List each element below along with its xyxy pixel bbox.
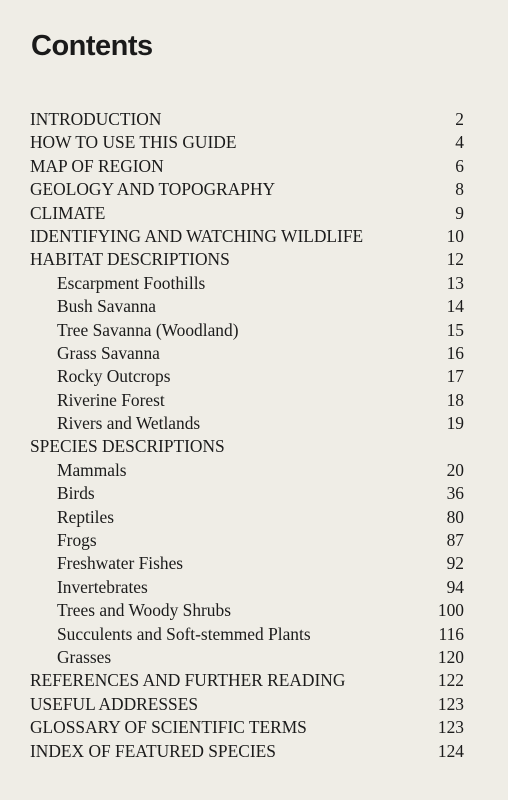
toc-page-number: 100: [437, 600, 464, 621]
toc-entry-title: CLIMATE: [30, 202, 106, 223]
toc-entry: [30, 248, 468, 271]
toc-entry-title: Escarpment Foothills: [57, 272, 206, 293]
toc-page-number: 17: [446, 366, 464, 387]
toc-page-number: 14: [446, 296, 464, 317]
toc-entry-title: INDEX OF FEATURED SPECIES: [30, 740, 276, 761]
toc-page-number: 20: [446, 459, 464, 480]
toc-entry-title: Mammals: [57, 459, 127, 480]
toc-entry: [30, 155, 468, 178]
toc-page-number: 2: [455, 109, 464, 129]
toc-entry: [30, 108, 468, 131]
toc-entry: [30, 669, 468, 692]
toc-entry-title: Bush Savanna: [57, 296, 157, 317]
toc-entry: [30, 435, 468, 458]
toc-subentry: [30, 459, 468, 482]
toc-entry-title: IDENTIFYING AND WATCHING WILDLIFE: [30, 225, 364, 246]
toc-entry-title: GLOSSARY OF SCIENTIFIC TERMS: [30, 717, 307, 738]
toc-entry-title: Rivers and Wetlands: [57, 413, 201, 434]
toc-entry-title: Rocky Outcrops: [57, 366, 171, 387]
toc-subentry: [30, 529, 468, 552]
toc-page-number: 122: [437, 670, 464, 691]
toc-page-number: 123: [437, 693, 464, 714]
toc-entry-title: GEOLOGY AND TOPOGRAPHY: [30, 179, 276, 200]
toc-page-number: 4: [455, 132, 464, 153]
toc-subentry: [30, 599, 468, 622]
toc-entry: [30, 131, 468, 154]
toc-entry-title: USEFUL ADDRESSES: [30, 693, 198, 714]
toc-entry-title: REFERENCES AND FURTHER READING: [30, 670, 346, 691]
toc-entry-title: Trees and Woody Shrubs: [57, 600, 231, 621]
toc-page-number: 124: [437, 740, 464, 761]
toc-subentry: [30, 506, 468, 529]
toc-entry-title: Riverine Forest: [57, 389, 165, 410]
toc-subentry: [30, 482, 468, 505]
toc-entry-title: Grasses: [57, 646, 112, 667]
toc-page-number: 9: [455, 202, 464, 223]
toc-subentry: [30, 319, 468, 342]
toc-entry-title: Succulents and Soft-stemmed Plants: [57, 623, 311, 644]
toc-entry: [30, 202, 468, 225]
toc-entry-title: Invertebrates: [57, 576, 148, 597]
page-title: Contents: [31, 30, 153, 62]
toc-page-number: 87: [446, 530, 464, 551]
toc-page-number: 123: [437, 717, 464, 738]
toc-page-number: 10: [446, 225, 464, 246]
toc-entry-title: MAP OF REGION: [30, 155, 164, 176]
toc-entry-title: SPECIES DESCRIPTIONS: [30, 436, 225, 457]
toc-page-number: 92: [446, 553, 464, 574]
toc-page-number: 19: [446, 413, 464, 434]
toc-entry-title: Freshwater Fishes: [57, 553, 184, 574]
toc-page-number: 12: [446, 249, 464, 270]
toc-entry: [30, 178, 468, 201]
toc-entry: [30, 740, 468, 763]
toc-entry-title: INTRODUCTION: [30, 109, 162, 129]
toc-page-number: 80: [446, 506, 464, 527]
toc-subentry: [30, 646, 468, 669]
toc-subentry: [30, 576, 468, 599]
toc-page-number: 16: [446, 342, 464, 363]
toc-page-number: 6: [455, 155, 464, 176]
toc-subentry: [30, 295, 468, 318]
toc-page-number: 116: [438, 623, 464, 644]
toc-subentry: [30, 623, 468, 646]
toc-subentry: [30, 365, 468, 388]
toc-entry-title: Grass Savanna: [57, 342, 160, 363]
toc-subentry: [30, 412, 468, 435]
table-of-contents: [30, 108, 468, 763]
toc-page-number: 13: [446, 272, 464, 293]
toc-entry-title: HABITAT DESCRIPTIONS: [30, 249, 230, 270]
toc-page-number: 36: [446, 483, 464, 504]
toc-subentry: [30, 552, 468, 575]
toc-page-number: 120: [437, 646, 464, 667]
toc-entry-title: Reptiles: [57, 506, 114, 527]
toc-page-number: 8: [455, 179, 464, 200]
toc-entry-title: Birds: [57, 483, 95, 504]
toc-page-number: 15: [446, 319, 464, 340]
toc-subentry: [30, 389, 468, 412]
toc-entry-title: Tree Savanna (Woodland): [57, 319, 239, 340]
toc-subentry: [30, 272, 468, 295]
toc-page-number: 94: [446, 576, 464, 597]
toc-entry: [30, 716, 468, 739]
toc-entry: [30, 225, 468, 248]
toc-entry-title: HOW TO USE THIS GUIDE: [30, 132, 237, 153]
toc-entry-title: Frogs: [57, 530, 97, 551]
toc-entry: [30, 693, 468, 716]
toc-page-number: 18: [446, 389, 464, 410]
toc-subentry: [30, 342, 468, 365]
